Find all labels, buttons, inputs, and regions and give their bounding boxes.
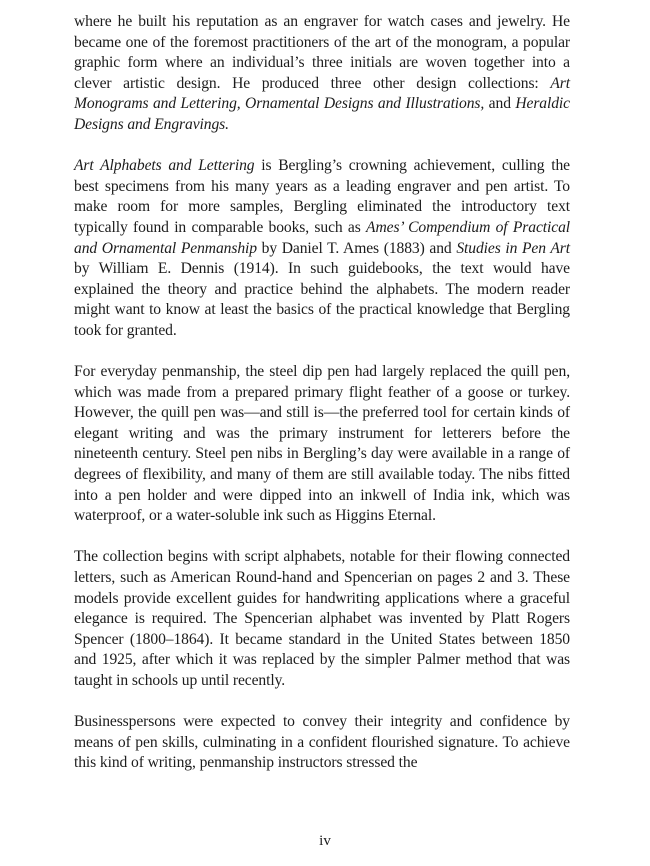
page-number: iv [319, 833, 331, 849]
text-segment: and [484, 95, 516, 113]
text-segment: is Bergling’s crowning achievement, culling the best specimens from his many years as a leading engraver and pen artist. To make room for more samples, Bergling eliminated the introductory text typically found in comparable books, such as [74, 157, 570, 236]
paragraph-art-alphabets [74, 156, 570, 341]
book-title-italic: Ames’ Compendium of Practical and Ornamental Penmanship [74, 218, 570, 257]
text-segment: The collection begins with script alphabets, notable for their flowing connected letters, such as American Round-hand and Spencerian on pages 2 and 3. These models provide excellent guides for handwriting applications where a graceful elegance is required. The Spencerian alphabet was invented by Platt Rogers Spencer (1800–1864). It became standard in the United States between 1850 and 1925, after which it was replaced by the simpler Palmer method that was taught in schools up until recently. [74, 548, 570, 689]
paragraph-penmanship-tools [74, 362, 570, 527]
text-segment: by William E. Dennis (1914). In such guidebooks, the text would have explained the theory and practice behind the alphabets. The modern reader might want to know at least the basics of the practical knowledge that Bergling took for granted. [74, 260, 570, 339]
page-body [74, 12, 570, 795]
book-title-italic: Art Monograms and Lettering, Ornamental Designs and Illustrations, [74, 74, 570, 113]
paragraph-businesspersons [74, 712, 570, 774]
text-segment: where he built his reputation as an engraver for watch cases and jewelry. He became one of the foremost practitioners of the art of the monogram, a popular graphic form where an individual’s three initials are woven together into a clever artistic design. He produced three other design collections: [74, 13, 570, 92]
text-segment: For everyday penmanship, the steel dip pen had largely replaced the quill pen, which was made from a prepared primary flight feather of a goose or turkey. However, the quill pen was—and still is—the preferred tool for certain kinds of elegant writing and was the primary instrument for letterers before the nineteenth century. Steel pen nibs in Bergling’s day were available in a range of degrees of flexibility, and many of them are still available today. The nibs fitted into a pen holder and were dipped into an inkwell of India ink, which was waterproof, or a water-soluble ink such as Higgins Eternal. [74, 363, 570, 525]
paragraph-bergling-background [74, 12, 570, 136]
text-segment: by Daniel T. Ames (1883) and [256, 239, 457, 257]
text-segment: Businesspersons were expected to convey their integrity and confidence by means of pen skills, culminating in a confident flourished signature. To achieve this kind of writing, penmanship instructors stressed the [74, 713, 570, 772]
book-title-italic: Heraldic Designs and Engravings. [74, 95, 570, 133]
paragraph-script-alphabets [74, 547, 570, 691]
book-title-italic: Studies in Pen Art [456, 239, 570, 257]
book-title-italic: Art Alphabets and Lettering [74, 157, 255, 175]
